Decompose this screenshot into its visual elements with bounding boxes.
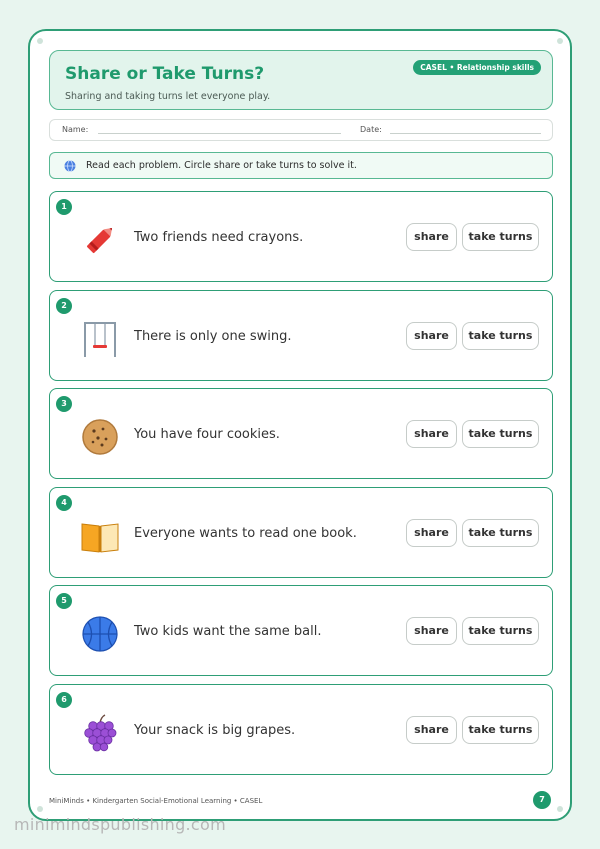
share-button[interactable]: share xyxy=(406,322,457,350)
instructions-box xyxy=(49,152,553,179)
name-date-bar xyxy=(49,119,553,141)
share-button[interactable]: share xyxy=(406,519,457,547)
worksheet-page xyxy=(28,29,572,821)
problem-text: Everyone wants to read one book. xyxy=(134,526,357,541)
worksheet-header xyxy=(49,50,553,110)
problem-text: Your snack is big grapes. xyxy=(134,723,296,738)
ball-icon xyxy=(80,614,120,654)
problem-card xyxy=(49,684,553,775)
cookie-icon xyxy=(80,417,120,457)
book-icon xyxy=(80,516,120,556)
problem-number: 4 xyxy=(56,495,72,511)
grapes-icon xyxy=(80,713,120,753)
problem-number: 6 xyxy=(56,692,72,708)
swing-icon xyxy=(80,319,120,359)
problem-card xyxy=(49,191,553,282)
page-subtitle: Sharing and taking turns let everyone play. xyxy=(65,91,271,102)
problem-card xyxy=(49,585,553,676)
corner-dot xyxy=(37,806,43,812)
instructions-text: Read each problem. Circle share or take turns to solve it. xyxy=(86,160,357,171)
date-field[interactable] xyxy=(390,133,541,134)
take-turns-button[interactable]: take turns xyxy=(462,322,539,350)
take-turns-button[interactable]: take turns xyxy=(462,617,539,645)
problem-number: 2 xyxy=(56,298,72,314)
problem-text: Two friends need crayons. xyxy=(134,230,304,245)
problem-card xyxy=(49,290,553,381)
corner-dot xyxy=(37,38,43,44)
share-button[interactable]: share xyxy=(406,223,457,251)
share-button[interactable]: share xyxy=(406,617,457,645)
date-label: Date: xyxy=(360,125,382,134)
crayon-icon xyxy=(80,220,120,260)
name-label: Name: xyxy=(62,125,89,134)
problem-text: There is only one swing. xyxy=(134,329,292,344)
page-title: Share or Take Turns? xyxy=(65,64,265,84)
problem-card xyxy=(49,388,553,479)
take-turns-button[interactable]: take turns xyxy=(462,420,539,448)
problem-card xyxy=(49,487,553,578)
watermark: minimindspublishing.com xyxy=(14,815,227,834)
take-turns-button[interactable]: take turns xyxy=(462,716,539,744)
problem-number: 1 xyxy=(56,199,72,215)
page-number-badge: 7 xyxy=(533,791,551,809)
problem-text: You have four cookies. xyxy=(134,427,280,442)
corner-dot xyxy=(557,38,563,44)
globe-icon xyxy=(64,160,76,172)
take-turns-button[interactable]: take turns xyxy=(462,519,539,547)
share-button[interactable]: share xyxy=(406,420,457,448)
problem-text: Two kids want the same ball. xyxy=(134,624,322,639)
problem-number: 5 xyxy=(56,593,72,609)
share-button[interactable]: share xyxy=(406,716,457,744)
name-field[interactable] xyxy=(98,133,341,134)
corner-dot xyxy=(557,806,563,812)
take-turns-button[interactable]: take turns xyxy=(462,223,539,251)
footer-text: MiniMinds • Kindergarten Social-Emotional Learning • CASEL xyxy=(49,797,263,805)
problem-number: 3 xyxy=(56,396,72,412)
casel-badge: CASEL • Relationship skills xyxy=(413,60,541,75)
